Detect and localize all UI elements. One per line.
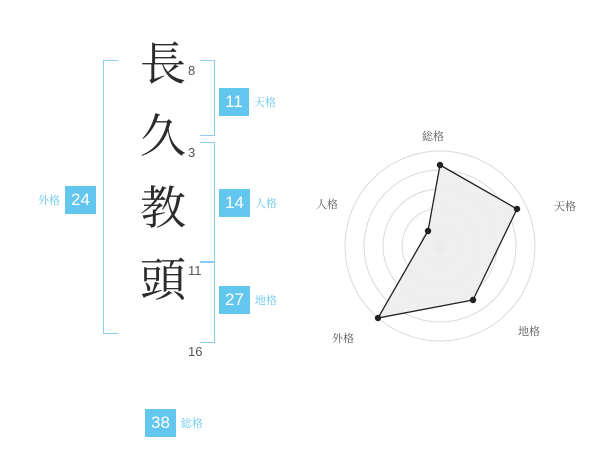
bracket-tenkaku — [200, 60, 215, 136]
score-chikaku-label: 地格 — [254, 295, 277, 307]
score-gaikaku-label: 外格 — [38, 195, 60, 207]
kanji-char-4: 頭 — [140, 253, 186, 307]
radar-axis-label-jinkaku: 人格 — [316, 199, 338, 211]
radar-svg — [318, 118, 582, 364]
score-tenkaku-label: 天格 — [254, 97, 276, 109]
score-soukaku — [145, 409, 203, 437]
radar-axis-label-soukaku: 総格 — [422, 131, 444, 143]
score-jinkaku-label: 人格 — [254, 198, 277, 210]
score-soukaku-value: 38 — [145, 409, 176, 437]
stroke-count-1: 8 — [188, 63, 196, 78]
radar-axis-label-gaikaku: 外格 — [332, 333, 354, 345]
score-chikaku — [219, 286, 277, 314]
bracket-gaikaku — [103, 60, 118, 334]
score-jinkaku-value: 14 — [219, 189, 250, 217]
score-chikaku-value: 27 — [219, 286, 250, 314]
radar-axis-label-chikaku: 地格 — [518, 326, 540, 338]
kanji-char-2: 久 — [140, 109, 186, 163]
stroke-count-2: 3 — [188, 145, 196, 160]
score-soukaku-label: 総格 — [180, 418, 203, 430]
radar-chart — [318, 118, 582, 364]
radar-axis-label-tenkaku: 天格 — [554, 201, 576, 213]
bracket-chikaku — [200, 262, 215, 343]
radar-area — [378, 165, 517, 318]
stroke-count-3: 11 — [188, 263, 202, 278]
kanji-char-1: 長 — [140, 37, 186, 91]
score-jinkaku — [219, 189, 277, 217]
score-gaikaku — [38, 186, 96, 214]
score-tenkaku — [219, 88, 276, 116]
score-gaikaku-value: 24 — [65, 186, 96, 214]
kanji-char-3: 教 — [140, 181, 186, 235]
bracket-jinkaku — [200, 142, 215, 262]
stroke-count-4: 16 — [188, 344, 203, 359]
score-tenkaku-value: 11 — [219, 88, 249, 116]
